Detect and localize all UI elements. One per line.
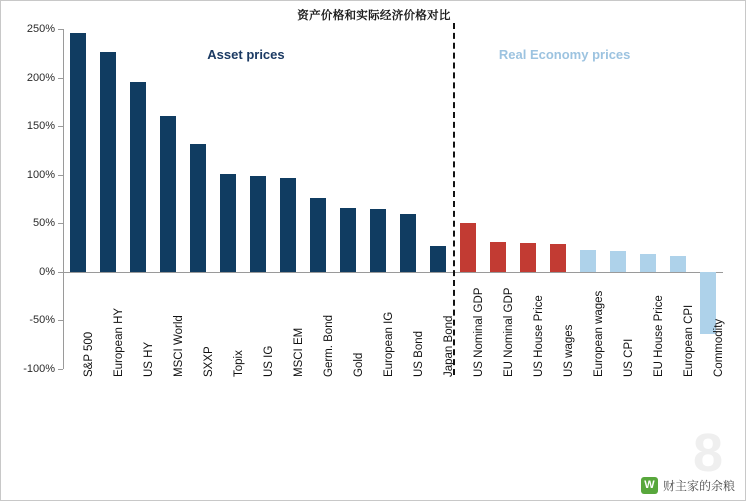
bar bbox=[460, 223, 477, 272]
y-axis-tick-label: 0% bbox=[39, 265, 55, 278]
x-axis-category-label: MSCI EM bbox=[293, 327, 305, 377]
annotation-real-economy-prices: Real Economy prices bbox=[498, 47, 631, 62]
y-axis-tick-label: -50% bbox=[29, 314, 55, 327]
x-axis-category-label: Commodity bbox=[713, 318, 725, 377]
x-axis-category-label: US House Price bbox=[533, 295, 545, 377]
bar bbox=[640, 254, 657, 271]
bar bbox=[70, 33, 87, 272]
x-axis-category-label: Topix bbox=[233, 350, 245, 377]
bar bbox=[490, 242, 507, 272]
bar bbox=[550, 244, 567, 272]
watermark-badge-icon: W bbox=[641, 477, 658, 494]
x-axis-category-label: US wages bbox=[563, 324, 575, 377]
y-axis-tick-mark bbox=[58, 29, 63, 30]
bar bbox=[250, 176, 267, 272]
bar bbox=[340, 208, 357, 272]
y-axis-line bbox=[63, 29, 64, 369]
bar bbox=[160, 116, 177, 271]
y-axis-tick-label: 50% bbox=[32, 217, 55, 230]
x-axis-category-label: European wages bbox=[593, 290, 605, 377]
x-axis-category-label: EU House Price bbox=[653, 295, 665, 377]
x-axis-category-label: EU Nominal GDP bbox=[503, 287, 515, 377]
plot-area bbox=[23, 23, 725, 377]
y-axis-tick-mark bbox=[58, 272, 63, 273]
y-axis-tick-label: 150% bbox=[26, 120, 55, 133]
chart-title: 资产价格和实际经济价格对比 bbox=[297, 10, 451, 22]
y-axis-tick-mark bbox=[58, 223, 63, 224]
x-axis-category-label: US IG bbox=[263, 345, 275, 377]
bar bbox=[520, 243, 537, 272]
y-axis-tick-mark bbox=[58, 369, 63, 370]
y-axis-tick-label: 100% bbox=[26, 168, 55, 181]
zero-baseline bbox=[63, 272, 723, 273]
y-axis-tick-mark bbox=[58, 320, 63, 321]
bar bbox=[670, 256, 687, 272]
bar bbox=[580, 250, 597, 271]
x-axis-category-label: US Nominal GDP bbox=[473, 287, 485, 377]
bar bbox=[130, 82, 147, 271]
x-axis-category-label: US HY bbox=[143, 341, 155, 377]
x-axis-category-label: MSCI World bbox=[173, 315, 185, 377]
bar bbox=[190, 144, 207, 272]
chart-plot bbox=[23, 23, 725, 377]
section-divider bbox=[453, 23, 455, 375]
y-axis-tick-mark bbox=[58, 78, 63, 79]
bar bbox=[400, 214, 417, 272]
annotation-asset-prices: Asset prices bbox=[207, 47, 285, 62]
background-number-watermark: 8 bbox=[692, 423, 727, 483]
x-axis-category-label: SXXP bbox=[203, 346, 215, 377]
watermark bbox=[641, 477, 735, 494]
y-axis-tick-label: 250% bbox=[26, 23, 55, 35]
bar bbox=[310, 198, 327, 272]
x-axis-category-label: US Bond bbox=[413, 330, 425, 377]
y-axis-tick-label: -100% bbox=[23, 363, 55, 375]
bar bbox=[280, 178, 297, 272]
x-axis-category-label: Japan Bond bbox=[443, 315, 455, 377]
x-axis-category-label: European IG bbox=[383, 311, 395, 377]
x-axis-category-label: US CPI bbox=[623, 338, 635, 377]
x-axis-category-label: European HY bbox=[113, 307, 125, 377]
bar bbox=[220, 174, 237, 272]
bar bbox=[100, 52, 117, 272]
x-axis-category-label: S&P 500 bbox=[83, 331, 95, 377]
y-axis-tick-label: 200% bbox=[26, 71, 55, 84]
watermark-text: 财主家的余粮 bbox=[662, 479, 735, 493]
x-axis-category-label: Gold bbox=[353, 352, 365, 377]
bar bbox=[430, 246, 447, 272]
x-axis-category-label: Germ. Bond bbox=[323, 315, 335, 377]
y-axis-tick-mark bbox=[58, 175, 63, 176]
x-axis-category-label: European CPI bbox=[683, 304, 695, 377]
bar bbox=[610, 251, 627, 271]
y-axis-tick-mark bbox=[58, 126, 63, 127]
bar bbox=[370, 209, 387, 272]
